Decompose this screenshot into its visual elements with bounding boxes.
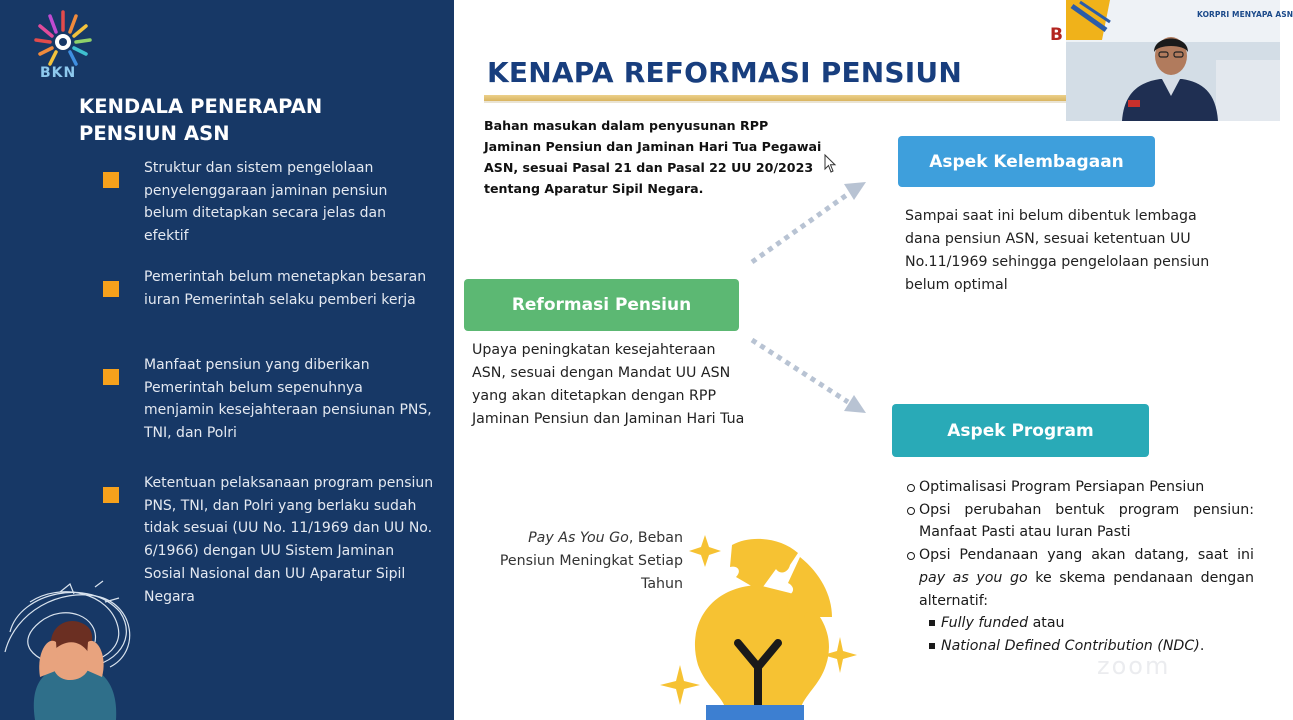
program-list [906,476,1254,658]
program-item-3 [906,544,1254,612]
program-subitem-2-italic: National Defined Contribution (NDC) [941,637,1200,654]
program-subitem-1 [906,612,1254,635]
slide-title: KENAPA REFORMASI PENSIUN [487,56,962,89]
square-bullet-icon [929,620,935,626]
issue-item-3: Manfaat pensiun yang diberikan Pemerintah belum sepenuhnya menjamin kesejahteraan pensiunan PNS, TNI, dan Polri [144,357,432,442]
program-item-2-text: Opsi perubahan bentuk program pensiun: Manfaat Pasti atau Iuran Pasti [919,501,1254,541]
bullet-1 [103,172,119,188]
program-item-3-text-b: ke skema pendanaan dengan alternatif: [919,569,1255,609]
square-bullet-icon [929,643,935,649]
program-item-3-text-a: Opsi Pendanaan yang akan datang, saat ini [919,547,1254,564]
stressed-person-icon [0,572,150,720]
reformasi-pensiun-box: Reformasi Pensiun [464,279,739,331]
aspek-kelembagaan-box: Aspek Kelembagaan [898,136,1155,187]
payg-text: , Beban Pensiun Meningkat Setiap Tahun [499,530,683,592]
bullet-3 [103,369,119,385]
zoom-watermark: zoom [1097,652,1171,680]
program-item-3-italic: pay as you go [919,569,1028,586]
ring-bullet-icon [907,552,915,560]
title-underline-shadow [484,101,1068,103]
kelembagaan-description: Sampai saat ini belum dibentuk lembaga dana pensiun ASN, sesuai ketentuan UU No.11/1969 sehingga pengelolaan pensiun belum optimal [905,208,1210,293]
bullet-4 [103,487,119,503]
webcam-side-label: B [1050,25,1063,45]
program-item-1-text: Optimalisasi Program Persiapan Pensiun [919,479,1205,495]
program-item-1 [906,476,1254,499]
webcam-banner-title: KORPRI MENYAPA ASN [1197,10,1293,19]
lightbulb-puzzle-icon [640,525,870,720]
program-subitem-2 [906,635,1254,658]
bullet-2 [103,281,119,297]
issue-item-1: Struktur dan sistem pengelolaan penyelenggaraan jaminan pensiun belum ditetapkan secara jelas dan efektif [144,160,388,245]
issue-item-4: Ketentuan pelaksanaan program pensiun PNS, TNI, dan Polri yang berlaku sudah tidak sesuai (UU No. 11/1969 dan UU No. 6/1966) dengan UU Sistem Jaminan Sosial Nasional dan UU Aparatur Sipil Negara [144,475,434,605]
program-subitem-1-italic: Fully funded [941,615,1029,632]
issue-item-2: Pemerintah belum menetapkan besaran iuran Pemerintah selaku pemberi kerja [144,269,427,308]
dotted-arrows [740,170,880,430]
aspek-program-box: Aspek Program [892,404,1149,457]
program-subitem-2-text: . [1199,637,1205,654]
ring-bullet-icon [907,484,915,492]
reformasi-description: Upaya peningkatan kesejahteraan ASN, sesuai dengan Mandat UU ASN yang akan ditetapkan dengan RPP Jaminan Pensiun dan Jaminan Hari Tua [472,342,745,427]
intro-text: Bahan masukan dalam penyusunan RPP Jaminan Pensiun dan Jaminan Hari Tua Pegawai ASN, sesuai Pasal 21 dan Pasal 22 UU 20/2023 tentang Aparatur Sipil Negara. [484,118,822,196]
payg-italic: Pay As You Go [528,530,629,546]
ring-bullet-icon [907,507,915,515]
panel-title: KENDALA PENERAPAN PENSIUN ASN [79,95,323,145]
program-item-2 [906,499,1254,544]
left-panel [0,0,454,720]
program-subitem-1-text: atau [1028,615,1065,632]
logo-text: BKN [40,65,77,81]
